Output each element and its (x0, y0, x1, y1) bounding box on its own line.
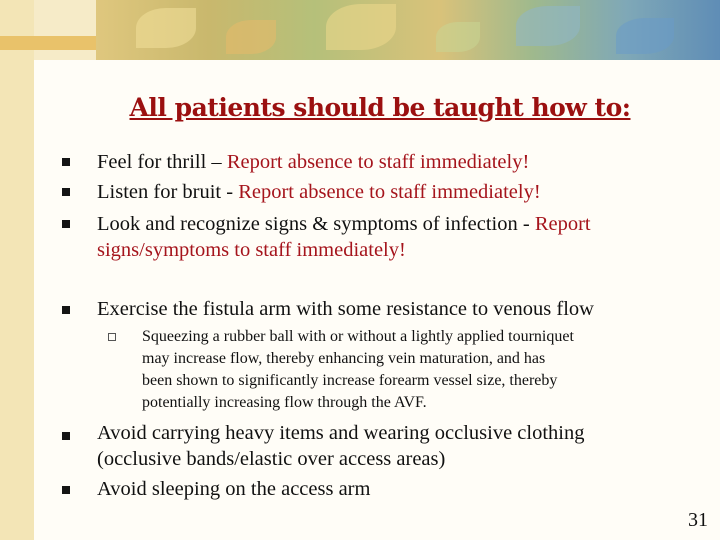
bullet-emphasis: Report absence to staff immediately! (238, 181, 541, 203)
page-number: 31 (688, 509, 708, 531)
leaf-shape (226, 20, 276, 54)
left-accent-tab (0, 36, 96, 50)
list-item: Avoid sleeping on the access arm (97, 478, 371, 500)
left-decorative-strip (0, 0, 34, 540)
list-item: Exercise the fistula arm with some resistance to venous flow (97, 298, 594, 320)
list-item (97, 211, 591, 237)
bullet-marker (62, 220, 70, 228)
sub-bullet-marker (108, 333, 116, 341)
bullet-text: Feel for thrill – (97, 151, 227, 173)
bullet-emphasis: Report absence to staff immediately! (226, 151, 530, 173)
leaf-shape (616, 18, 674, 54)
bullet-marker (62, 306, 70, 314)
leaf-shape (326, 4, 396, 50)
header-banner-image (96, 0, 720, 60)
bullet-marker (62, 432, 70, 440)
list-item-continued: (occlusive bands/elastic over access areas) (97, 448, 446, 470)
bullet-emphasis: Report (534, 213, 591, 235)
bullet-marker (62, 188, 70, 196)
sub-list-item-line: been shown to significantly increase forearm vessel size, thereby (142, 372, 558, 389)
list-item (97, 149, 529, 175)
bullet-text: Look and recognize signs & symptoms of infection - (97, 213, 535, 235)
bullet-emphasis-continued: signs/symptoms to staff immediately! (97, 239, 406, 261)
sub-list-item-line: potentially increasing flow through the AVF. (142, 394, 427, 411)
leaf-shape (516, 6, 580, 46)
list-item (97, 179, 541, 205)
list-item: Avoid carrying heavy items and wearing occlusive clothing (97, 422, 585, 444)
bullet-marker (62, 158, 70, 166)
sub-list-item-line: may increase flow, thereby enhancing vein maturation, and has (142, 350, 546, 367)
leaf-shape (136, 8, 196, 48)
leaf-shape (436, 22, 480, 52)
bullet-marker (62, 486, 70, 494)
sub-list-item-line: Squeezing a rubber ball with or without a lightly applied tourniquet (142, 328, 574, 345)
bullet-text: Listen for bruit - (97, 181, 239, 203)
slide-title: All patients should be taught how to: (129, 93, 631, 122)
